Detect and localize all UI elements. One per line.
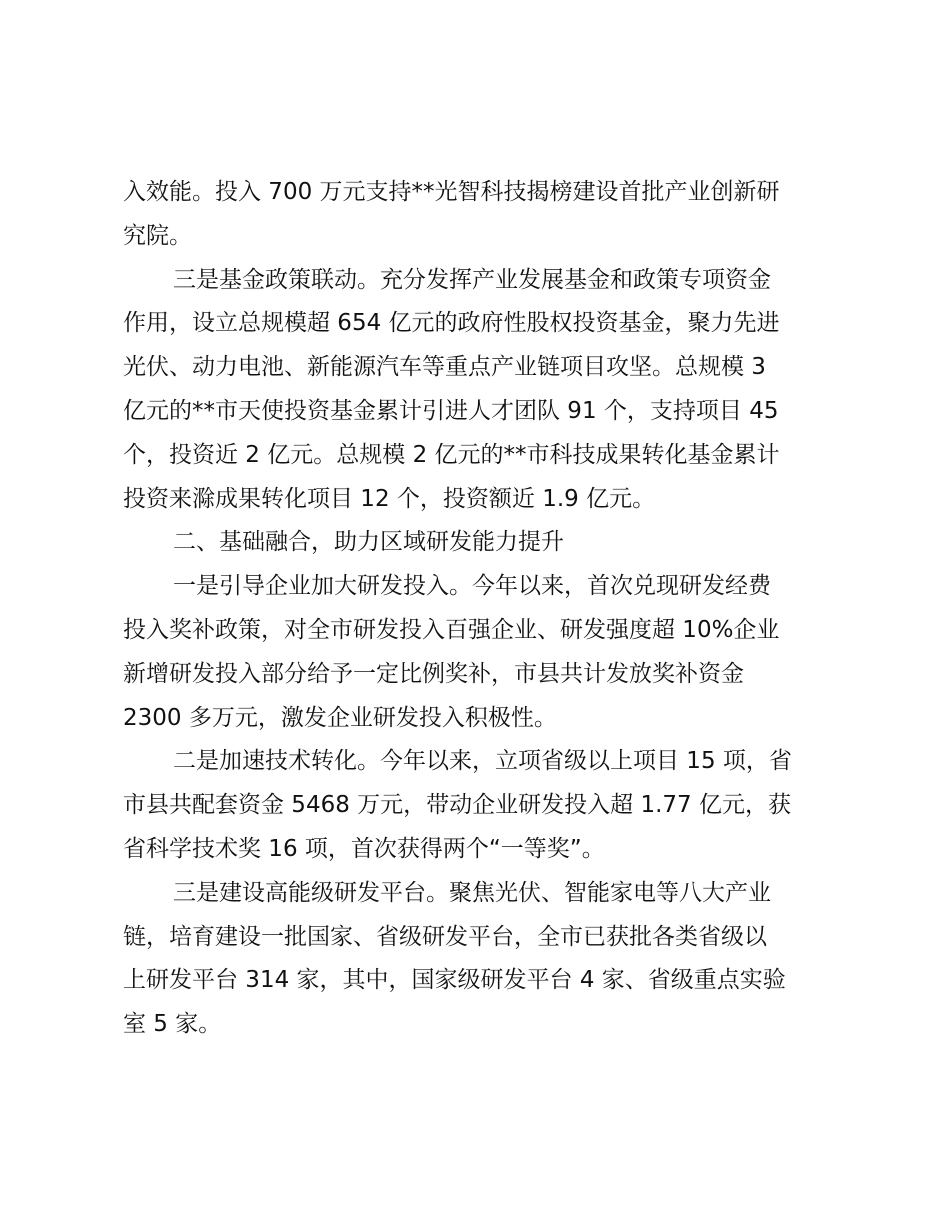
text-line: 光伏、动力电池、新能源汽车等重点产业链项目攻坚。总规模 3 <box>123 354 766 381</box>
text-line: 2300 多万元，激发企业研发投入积极性。 <box>123 704 557 731</box>
section-heading: 二、基础融合，助力区域研发能力提升 <box>173 529 564 556</box>
text-line: 究院。 <box>123 222 192 249</box>
text-line: 新增研发投入部分给予一定比例奖补，市县共计发放奖补资金 <box>123 660 744 687</box>
text-line: 省科学技术奖 16 项，首次获得两个“一等奖”。 <box>123 835 605 862</box>
document-body <box>123 171 835 1047</box>
text-line: 链，培育建设一批国家、省级研发平台，全市已获批各类省级以 <box>123 923 767 950</box>
text-line: 亿元的**市天使投资基金累计引进人才团队 91 个，支持项目 45 <box>123 397 779 424</box>
paragraph-start-line: 三是基金政策联动。充分发挥产业发展基金和政策专项资金 <box>173 266 771 293</box>
text-line: 个，投资近 2 亿元。总规模 2 亿元的**市科技成果转化基金累计 <box>123 441 780 468</box>
text-line: 上研发平台 314 家，其中，国家级研发平台 4 家、省级重点实验 <box>123 967 786 994</box>
text-line: 作用，设立总规模超 654 亿元的政府性股权投资基金，聚力先进 <box>123 310 780 337</box>
paragraph-start-line: 一是引导企业加大研发投入。今年以来，首次兑现研发经费 <box>173 573 771 600</box>
text-line: 投资来滁成果转化项目 12 个，投资额近 1.9 亿元。 <box>123 485 656 512</box>
text-line: 投入奖补政策，对全市研发投入百强企业、研发强度超 10%企业 <box>123 616 780 643</box>
paragraph-start-line: 二是加速技术转化。今年以来，立项省级以上项目 15 项，省 <box>173 748 792 775</box>
text-line: 室 5 家。 <box>123 1011 222 1038</box>
text-line: 入效能。投入 700 万元支持**光智科技揭榜建设首批产业创新研 <box>123 179 780 205</box>
paragraph-start-line: 三是建设高能级研发平台。聚焦光伏、智能家电等八大产业 <box>173 879 771 906</box>
text-line: 市县共配套资金 5468 万元，带动企业研发投入超 1.77 亿元，获 <box>123 792 791 819</box>
